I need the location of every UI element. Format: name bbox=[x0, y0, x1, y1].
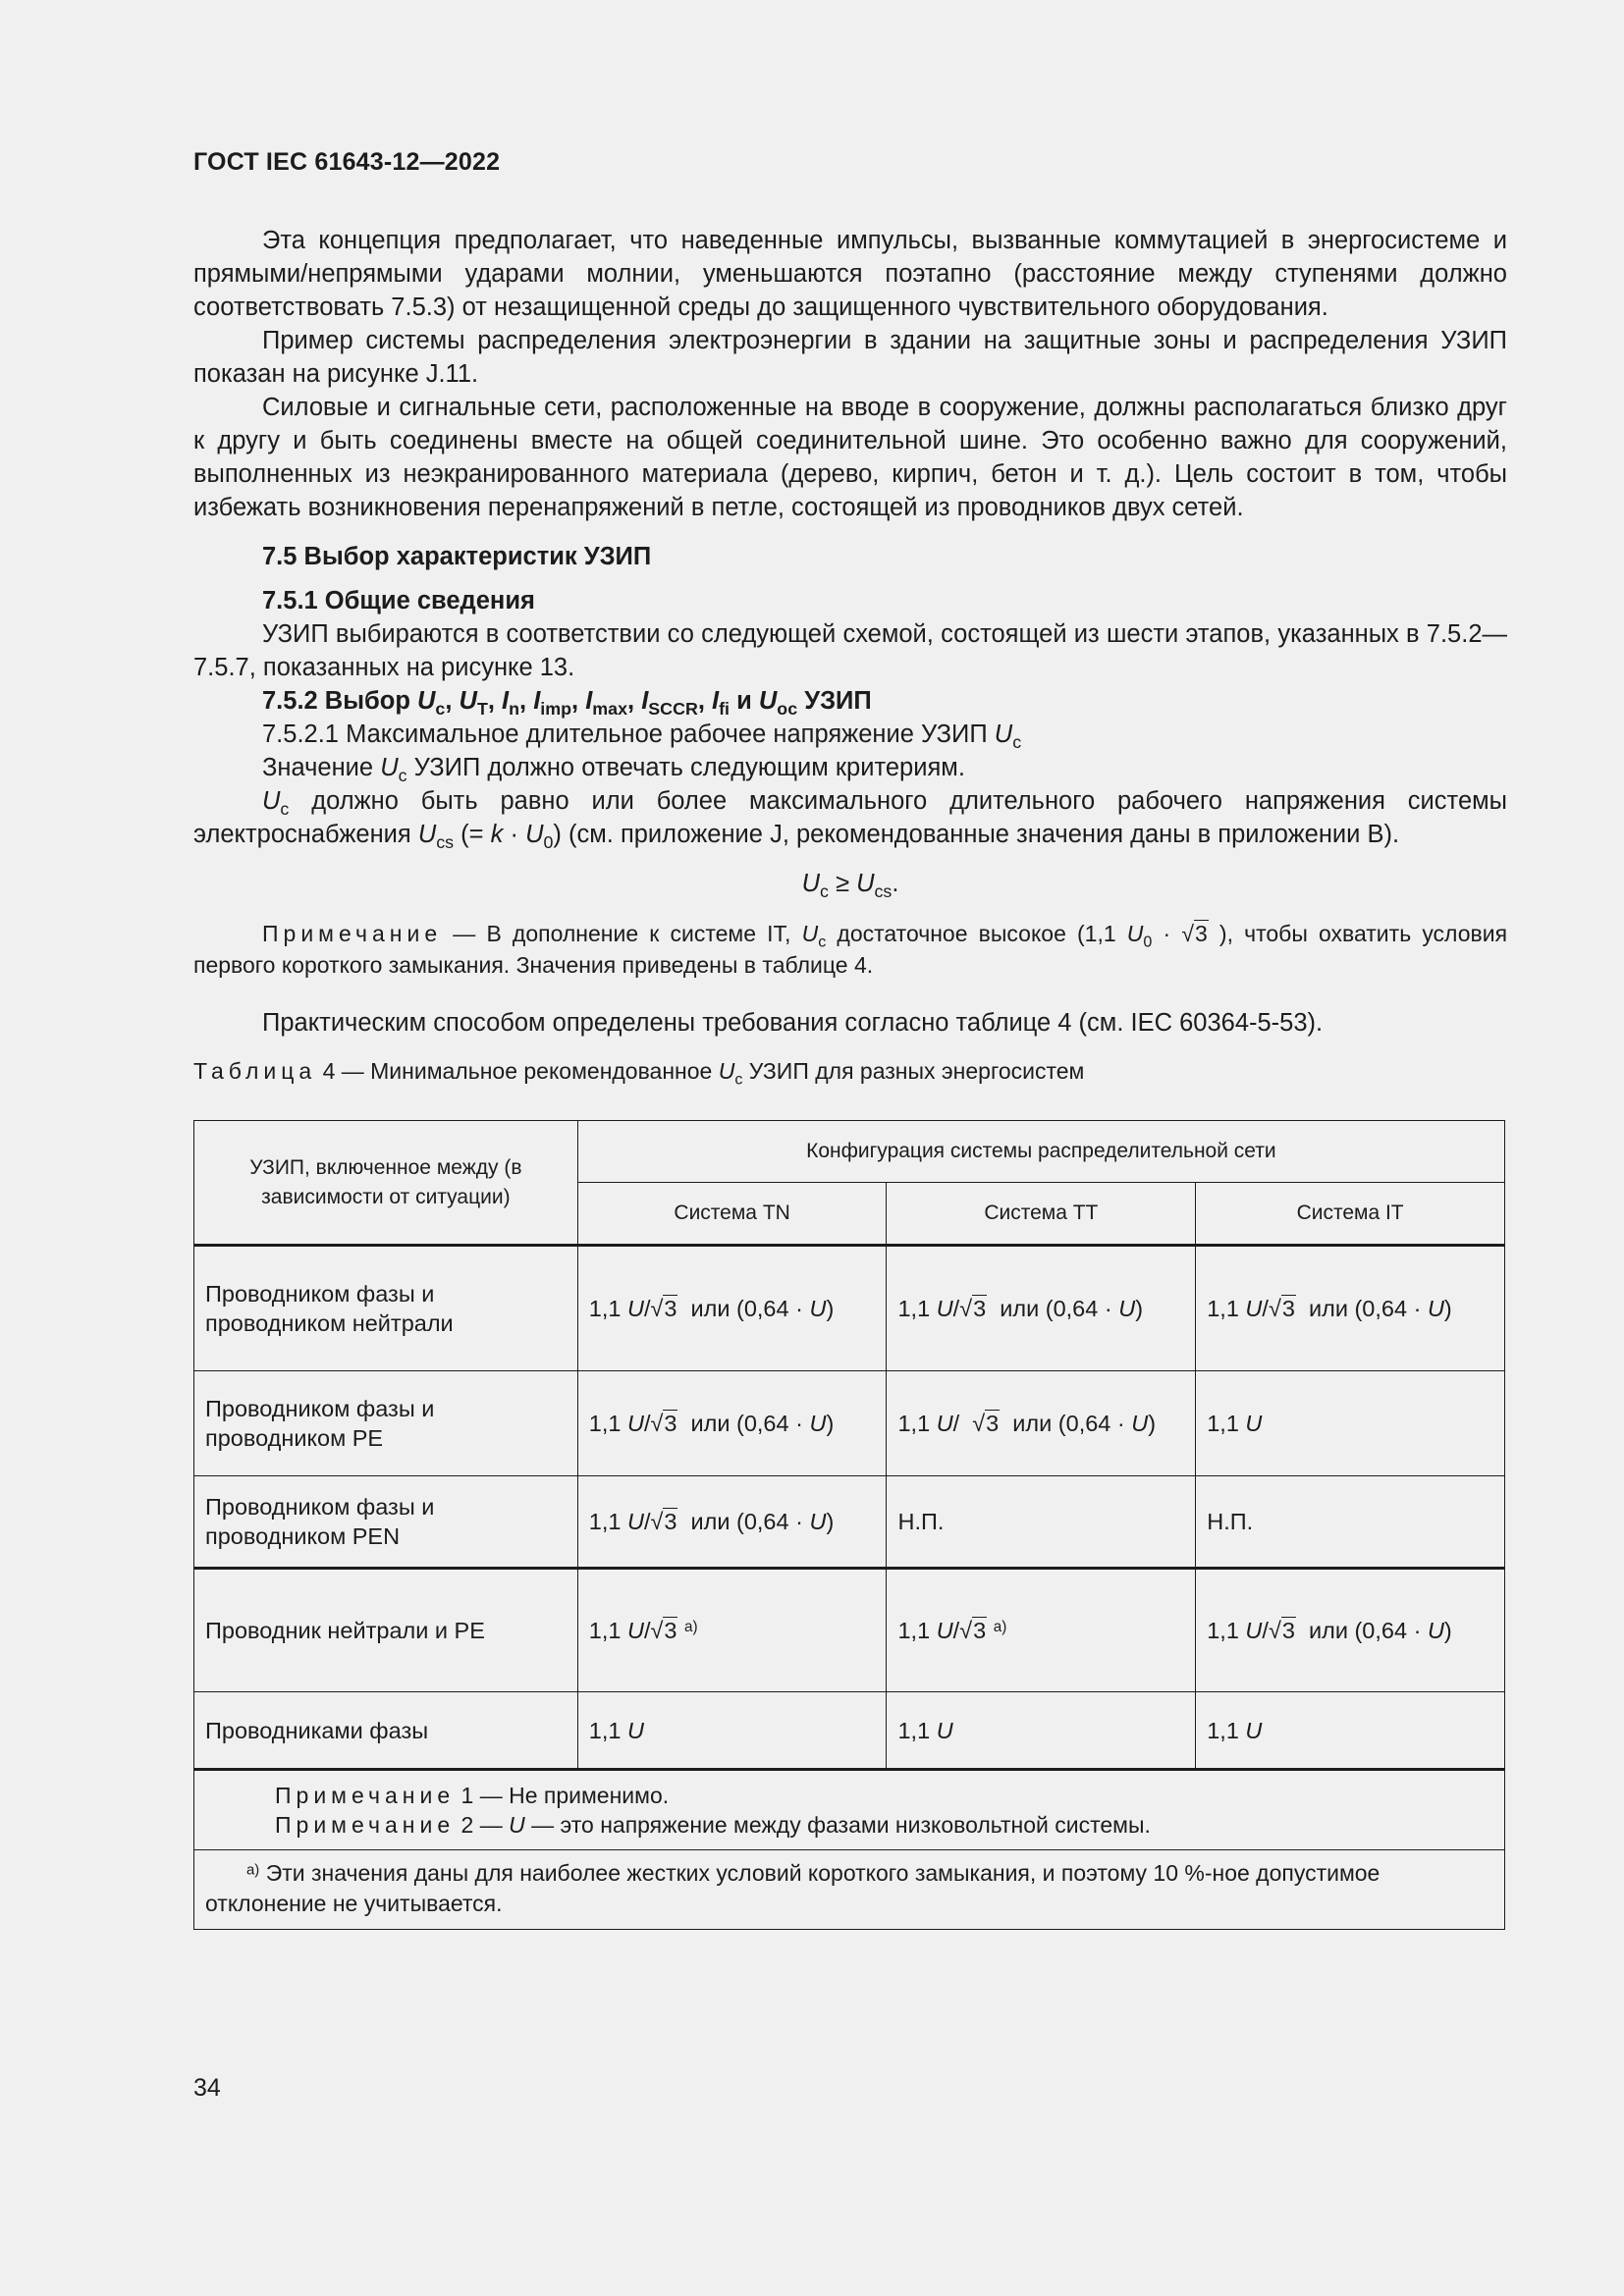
table-note-2-label: Примечание bbox=[275, 1812, 456, 1838]
cell-value: 1,1 U bbox=[577, 1692, 887, 1770]
cell-value: 1,1 U/√3 или (0,64 · U) bbox=[887, 1246, 1196, 1371]
paragraph-selection: УЗИП выбираются в соответствии со следующей схемой, состоящей из шести этапов, указанных в 7.5.2—7.5.7, показанных на рисунке 13. bbox=[193, 620, 1507, 681]
paragraph-uc-criteria: $U_c$ должно быть равно или более максимального длительного рабочего напряжения системы электроснабжения $U_{cs}$ (= $k \cdot U_0$) (см. приложение J, рекомендованные значения даны в приложении B). bbox=[193, 787, 1507, 853]
note-text-c: ), чтобы охватить условия первого короткого замыкания. Значения приведены в таблице 4. bbox=[193, 921, 1508, 978]
note-text-a: — В дополнение к системе IT, bbox=[453, 921, 791, 946]
table-caption-text: 4 — Минимальное рекомендованное bbox=[322, 1058, 713, 1084]
table-footnote: $^{a)}$ Эти значения даны для наиболее жестких условий короткого замыкания, и поэтому 10 %-ное допустимое отклонение не учитывается. bbox=[194, 1850, 1505, 1930]
cell-value: 1,1 U/√3 или (0,64 · U) bbox=[577, 1371, 887, 1476]
table-note-2-text: 2 — U — это напряжение между фазами низковольтной системы. bbox=[460, 1812, 1151, 1838]
heading-7-5-2-suffix: УЗИП bbox=[804, 687, 872, 715]
table-caption-tail: УЗИП для разных энергосистем bbox=[748, 1058, 1085, 1084]
cell-value: Н.П. bbox=[887, 1476, 1196, 1569]
uc-value-lead: Значение bbox=[262, 754, 374, 781]
note-text-b: достаточное высокое (1,1 bbox=[837, 921, 1116, 946]
note-it-system: Примечание — В дополнение к системе IT, $U_c$ достаточное высокое (1,1 $U_0 \cdot √3$ ), чтобы охватить условия первого короткого замыкания. Значения приведены в таблице 4. bbox=[193, 921, 1508, 978]
table-row bbox=[194, 1692, 1505, 1770]
table-4 bbox=[193, 1120, 1505, 1930]
row-label: Проводником фазы и проводником PE bbox=[194, 1371, 578, 1476]
row-label: Проводником фазы и проводником PEN bbox=[194, 1476, 578, 1569]
row-label: Проводник нейтрали и PE bbox=[194, 1569, 578, 1692]
paragraph-7-5-2-1-text: 7.5.2.1 Максимальное длительное рабочее напряжение УЗИП bbox=[262, 721, 988, 748]
paragraph-networks: Силовые и сигнальные сети, расположенные на вводе в сооружение, должны располагаться близко друг к другу и быть соединены вместе на общей соединительной шине. Это особенно важно для сооружений, выполненных из неэкранированного материала (дерево, кирпич, бетон и т. д.). Цель состоит в том, чтобы избежать возникновения перенапряжений в петле, состоящей из проводников двух сетей. bbox=[193, 394, 1507, 521]
table-row bbox=[194, 1569, 1505, 1692]
cell-value: 1,1 U bbox=[887, 1692, 1196, 1770]
uc-criteria-text: должно быть равно или более максимального длительного рабочего напряжения системы электроснабжения bbox=[193, 787, 1507, 848]
table-note-2 bbox=[275, 1810, 1493, 1840]
cell-value: 1,1 U/√3 или (0,64 · U) bbox=[1196, 1569, 1505, 1692]
cell-value: Н.П. bbox=[1196, 1476, 1505, 1569]
heading-7-5-2-prefix: 7.5.2 Выбор bbox=[262, 687, 410, 715]
row-label: Проводниками фазы bbox=[194, 1692, 578, 1770]
cell-value: 1,1 U/ √3 или (0,64 · U) bbox=[887, 1371, 1196, 1476]
heading-7-5-1: 7.5.1 Общие сведения bbox=[262, 587, 535, 614]
cell-value: 1,1 U/√3 $^{a)}$ bbox=[887, 1569, 1196, 1692]
uc-criteria-tail: (см. приложение J, рекомендованные значения даны в приложении B). bbox=[568, 821, 1400, 848]
header-cell-tn: Система TN bbox=[577, 1183, 887, 1246]
row-label: Проводником фазы и проводником нейтрали bbox=[194, 1246, 578, 1371]
cell-value: 1,1 U/√3 или (0,64 · U) bbox=[577, 1246, 887, 1371]
cell-value: 1,1 U bbox=[1196, 1692, 1505, 1770]
uc-value-tail: УЗИП должно отвечать следующим критериям. bbox=[413, 754, 965, 781]
header-cell-uzip: УЗИП, включенное между (в зависимости от ситуации) bbox=[194, 1121, 578, 1246]
page-body bbox=[193, 224, 1507, 1109]
paragraph-concept: Эта концепция предполагает, что наведенные импульсы, вызванные коммутацией в энергосистеме и прямыми/непрямыми ударами молнии, уменьшаются поэтапно (расстояние между ступенями должно соответствовать 7.5.3) от незащищенной среды до защищенного чувствительного оборудования. bbox=[193, 227, 1507, 321]
document-header: ГОСТ IEC 61643-12—2022 bbox=[193, 148, 501, 176]
header-cell-tt: Система TT bbox=[887, 1183, 1196, 1246]
paragraph-example: Пример системы распределения электроэнергии в здании на защитные зоны и распределения УЗИП показан на рисунке J.11. bbox=[193, 327, 1507, 388]
cell-value: 1,1 U/√3 или (0,64 · U) bbox=[1196, 1246, 1505, 1371]
formula-uc-ge-ucs: $U_c \ge U_{cs}$. bbox=[801, 870, 899, 902]
cell-value-number: 1,1 bbox=[588, 1717, 622, 1743]
table-note-1 bbox=[275, 1781, 1493, 1810]
cell-value-number: 1,1 bbox=[1207, 1411, 1239, 1436]
cell-value: 1,1 U/√3 $^{a)}$ bbox=[577, 1569, 887, 1692]
paragraph-uc-value: Значение $U_c$ УЗИП должно отвечать следующим критериям. bbox=[262, 754, 965, 786]
heading-7-5: 7.5 Выбор характеристик УЗИП bbox=[262, 543, 652, 570]
cell-value-number: 1,1 bbox=[1207, 1717, 1239, 1743]
table-caption: Таблица 4 — Минимальное рекомендованное $U_c$ УЗИП для разных энергосистем bbox=[193, 1058, 1085, 1089]
paragraph-practical: Практическим способом определены требования согласно таблице 4 (см. IEC 60364-5-53). bbox=[262, 1009, 1324, 1037]
table-caption-label: Таблица bbox=[193, 1058, 317, 1084]
table-note-1-text: 1 — Не применимо. bbox=[460, 1783, 670, 1808]
table-row bbox=[194, 1246, 1505, 1371]
table-row bbox=[194, 1476, 1505, 1569]
header-cell-configuration: Конфигурация системы распределительной сети bbox=[577, 1121, 1504, 1183]
table-row bbox=[194, 1371, 1505, 1476]
table-notes bbox=[194, 1770, 1505, 1850]
page-number: 34 bbox=[193, 2074, 221, 2102]
table-footnote-text: Эти значения даны для наиболее жестких условий короткого замыкания, и поэтому 10 %-ное допустимое отклонение не учитывается. bbox=[205, 1860, 1380, 1916]
heading-7-5-2: 7.5.2 Выбор $U_c$, $U_T$, $I_n$, $I_{imp}$, $I_{max}$, $I_{SCCR}$, $I_{fi}$ и $U_{oc}$ УЗИП bbox=[262, 687, 872, 720]
cell-value: 1,1 U bbox=[1196, 1371, 1505, 1476]
cell-value-number: 1,1 bbox=[897, 1717, 931, 1743]
cell-value: 1,1 U/√3 или (0,64 · U) bbox=[577, 1476, 887, 1569]
header-cell-it: Система IT bbox=[1196, 1183, 1505, 1246]
table-note-1-label: Примечание bbox=[275, 1783, 456, 1808]
paragraph-7-5-2-1: 7.5.2.1 Максимальное длительное рабочее напряжение УЗИП $U_c$ bbox=[262, 721, 1022, 753]
note-label: Примечание bbox=[262, 921, 443, 946]
